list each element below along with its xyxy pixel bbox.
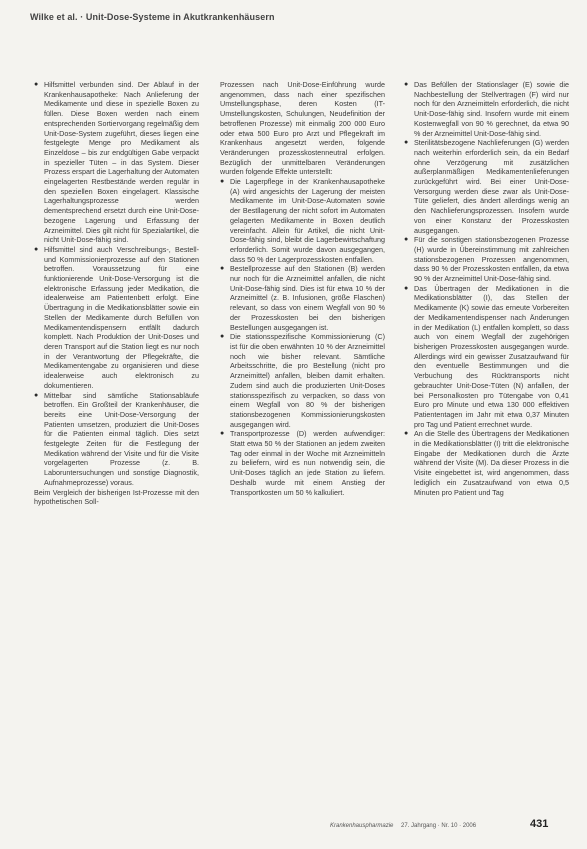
page-footer: [330, 823, 480, 829]
journal-name: Krankenhauspharmazie: [330, 823, 394, 829]
page-number: 431: [530, 818, 549, 830]
bullet-paragraph: ● Das Übertragen der Medikationen in die Medikationsblätter (I), das Stellen der Medikamente (K) sowie das erneute Vorbereiten der Medikamentendispenser nach Änderungen in der Medikation (L) entfallen komplett, so dass auch von einem Wegfall der zugehörigen bisherigen Prozesskosten ausgegangen wurde. Allerdings wird ein gewisser Zusatzaufwand für den eventuelle Bestimmungen und die Verbuchung des Rücktransports nicht gebrauchter Unit-Dose-Tüten (N) anfallen, der bei Personalkosten pro Tütengabe von 0,41 Euro pro Minute und etwa 130 000 effektiven Patiententagen im Jahr mit etwa 0,37 Minuten pro Tag und Patient errechnet wurde.: [404, 284, 569, 430]
bullet-paragraph: ● Mittelbar sind sämtliche Stationsabläufe betroffen. Ein Großteil der Krankenhäuser, die bereits eine Unit-Dose-Versorgung der Patienten umsetzen, produziert die Unit-Doses für die Patienten einmal täglich. Dies setzt festgelegte Zeiten für die Festlegung der Medikation während der Visite und für die Visite vorgelagerten Prozesse (z. B. Laboruntersuchungen und sonstige Diagnostik, Aufnahmeprozesse) voraus.: [34, 391, 199, 488]
body-paragraph: Beim Vergleich der bisherigen Ist-Prozesse mit den hypothetischen Soll-: [34, 487, 199, 507]
body-paragraph: Prozessen nach Unit-Dose-Einführung wurde angenommen, dass nach einer spezifischen Umstellungsphase, deren Kosten (IT-Umstellungskosten, Schulungen, Neudefinition der betroffenen Prozesse) mit einmalig 200 000 Euro oder etwa 500 Euro pro Arzt und Pflegekraft im Krankenhaus angesetzt werden, folgende Veränderungen prozesskostenneutral erfolgen. Bezüglich der unmittelbaren Veränderungen wurden folgende Effekte unterstellt:: [220, 80, 385, 177]
bullet-paragraph: ● Hilfsmittel sind auch Verschreibungs-, Bestell- und Kommissionierprozesse auf den Stationen betroffen. Voraussetzung für eine funktionierende Unit-Dose-Versorgung ist die elektronische Erfassung jeder Medikation, die idealerweise am Patientenbett erfolgt. Eine Übertragung in die Medikationsblätter sowie ein Stellen der Medikamente durch Befüllen von Medikamentendispensern entfällt dadurch komplett. Nach Produktion der Unit-Doses und deren Transport auf die Station liegt es nur noch in der Verantwortung der Pflegekräfte, die Medikamentengabe zu organisieren und diese idealerweise auch elektronisch zu dokumentieren.: [34, 245, 199, 391]
text-column-left: [34, 80, 199, 507]
bullet-paragraph: ● Das Befüllen der Stationslager (E) sowie die Nachbestellung der Stellvertragen (F) wird nur noch für den Arzneimitteln erforderlich, die nicht Unit-Dose-fähig sind. Insofern wurde mit einem Kostenwegfall von 90 % gerechnet, da etwa 90 % der Arzneimittel Unit-Dose-fähig sind.: [404, 80, 569, 138]
bullet-paragraph: ● Sterilitätsbezogene Nachlieferungen (G) werden nach weiterhin erforderlich sein, da ein Bedarf ohne Verzögerung mit zusätzlichen außerplanmäßigen Medikamentenlieferungen zurückgeführt wird. Bei einer Unit-Dose-Versorgung werden diese zwar als Unit-Dose-Tüte geliefert, dies ändert allerdings wenig an den Nachlieferungsprozessen. Insofern wurde von einer Konstanz der Prozesskosten ausgegangen.: [404, 138, 569, 235]
bullet-paragraph: ● Hilfsmittel verbunden sind. Der Ablauf in der Krankenhausapotheke: Nach Anlieferung der Medikamente und diese in spezielle Boxen zu füllen. Diese Boxen werden nach einem entsprechenden Sortiervorgang regelmäßig dem Unit-Dose-System zugeführt, dieses liegen eine festgelegte Menge pro Medikament als Einzeldose – bis zur endgültigen Gabe verpackt in spezieller Tüten – in das System. Dieser Prozess erspart die Lagerhaltung der Automaten eingelagerten Restbestände werden regulär in den speziellen Boxen eingelagert. Klassische Lagerhaltungsprozesse werden dementsprechend ersetzt durch eine Unit-Dose-bezogene Lagerung und Erfassung der Arzneimittel. Dies gilt nicht für Spezialartikel, die nicht Unit-Dose-fähig sind.: [34, 80, 199, 245]
issue-info: 27. Jahrgang · Nr. 10 · 2006: [401, 823, 477, 829]
text-column-right: [404, 80, 569, 497]
bullet-paragraph: ● An die Stelle des Übertragens der Medikationen in die Medikationsblätter (I) tritt die elektronische Eingabe der Medikationen durch die Ärzte während der Visite (M). Da dieser Prozess in die Visite eingebettet ist, wird angenommen, dass lediglich ein Zusatzaufwand von etwa 0,5 Minuten pro Patient und Tag: [404, 429, 569, 497]
bullet-paragraph: ● Bestellprozesse auf den Stationen (B) werden nur noch für die Arzneimittel anfallen, die nicht Unit-Dose-fähig sind. Dies ist für etwa 10 % der Arzneimittel (z. B. Infusionen, größe Flaschen) relevant, so dass von einem Wegfall von 90 % der Prozesskosten bei den bisherigen Bestellungen ausgegangen ist.: [220, 264, 385, 332]
text-column-middle: [220, 80, 385, 497]
bullet-paragraph: ● Die stationsspezifische Kommissionierung (C) ist für die oben erwähnten 10 % der Arzneimittel noch wie bisher relevant. Sämtliche Arbeitsschritte, die pro Bestellung (nicht pro Arzneimittel) anfallen, bleiben damit erhalten. Zudem sind auch die produzierten Unit-Doses stationsspezifisch zu verpacken, so dass von einem Wegfall von 80 % der bisherigen stationsbezogenen Kommissionierungskosten ausgegangen wird.: [220, 332, 385, 429]
running-header: Wilke et al. · Unit-Dose-Systeme in Akutkrankenhäusern: [30, 12, 275, 22]
bullet-paragraph: ● Die Lagerpflege in der Krankenhausapotheke (A) wird angesichts der Lagerung der meisten Medikamente im Unit-Dose-Automaten sowie der Bestllagerung der nicht sofort im Automaten gelagerten Medikamente in Boxen deutlich vereinfacht. Allein für Artikel, die nicht Unit-Dose-fähig sind, bleibt die Lagerbewirtschaftung erforderlich. Somit wurde davon ausgegangen, dass 50 % der Lagerprozesskosten entfallen.: [220, 177, 385, 264]
bullet-paragraph: ● Für die sonstigen stationsbezogenen Prozesse (H) wurde in Übereinstimmung mit zahlreichen stationsbezogenen Prozessen angenommen, dass 90 % der Prozesskosten entfallen, da etwa 90 % der Arzneimittel Unit-Dose-fähig sind.: [404, 235, 569, 284]
bullet-paragraph: ● Transportprozesse (D) werden aufwendiger: Statt etwa 50 % der Stationen an jedem zweiten Tag oder einmal in der Woche mit Arzneimitteln zu beliefern, wird es nun notwendig sein, die Unit-Doses täglich an jede Station zu liefern. Deshalb wurde mit einem Anstieg der Transportkosten um 50 % kalkuliert.: [220, 429, 385, 497]
